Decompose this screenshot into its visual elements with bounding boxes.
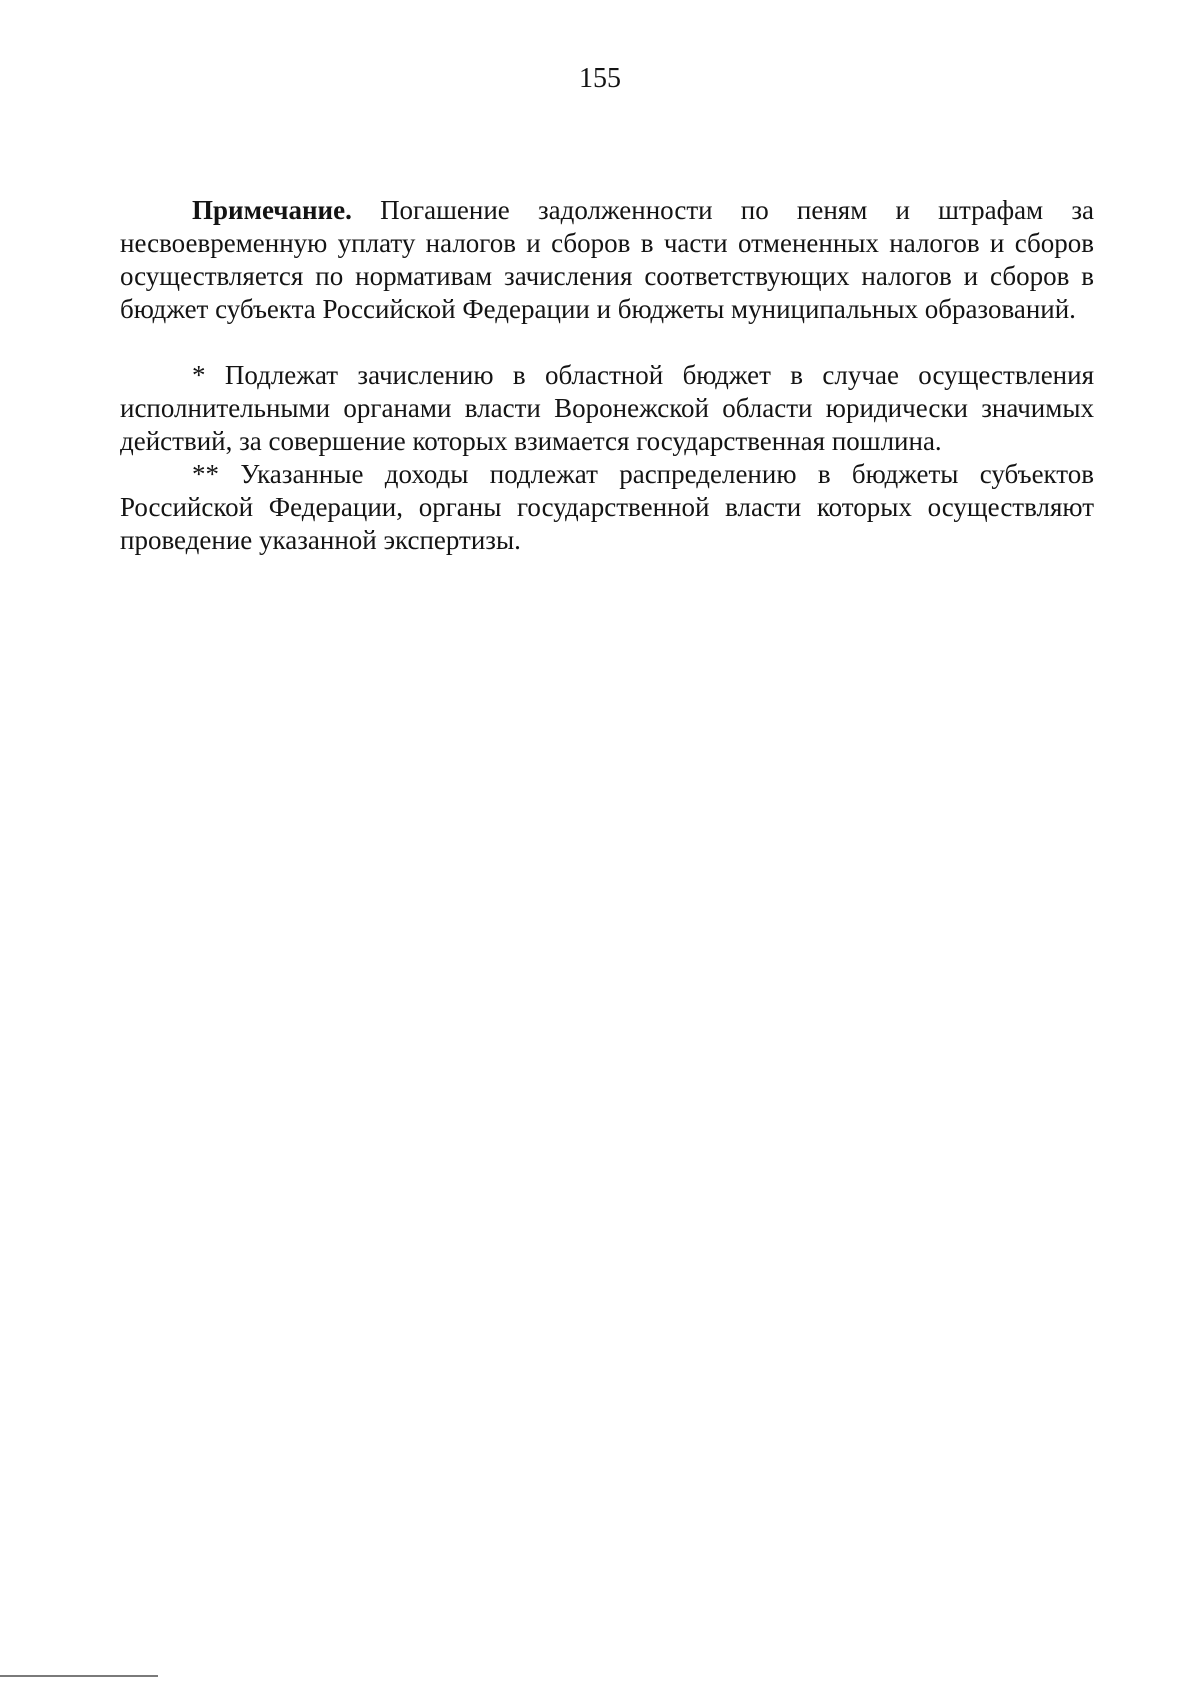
- footnote-1: * Подлежат зачислению в областной бюджет в случае осуществления исполнительными органами власти Воронежской области юридически значимых действий, за совершение которых взимается государственная пошлина.: [120, 360, 1094, 456]
- footnote-2: ** Указанные доходы подлежат распределению в бюджеты субъектов Российской Федерации, органы государственной власти которых осуществляют проведение указанной экспертизы.: [120, 459, 1094, 555]
- document-body: [120, 194, 1094, 557]
- note-label: Примечание.: [192, 195, 352, 225]
- note-paragraph: [120, 194, 1094, 326]
- note-text: Погашение задолженности по пеням и штрафам за несвоевременную уплату налогов и сборов в части отмененных налогов и сборов осуществляется по нормативам зачисления соответствующих налогов и сборов в бюджет субъекта Российской Федерации и бюджеты муниципальных образований.: [120, 195, 1094, 324]
- footer-divider-line: [0, 1675, 158, 1677]
- page-number: 155: [579, 63, 621, 94]
